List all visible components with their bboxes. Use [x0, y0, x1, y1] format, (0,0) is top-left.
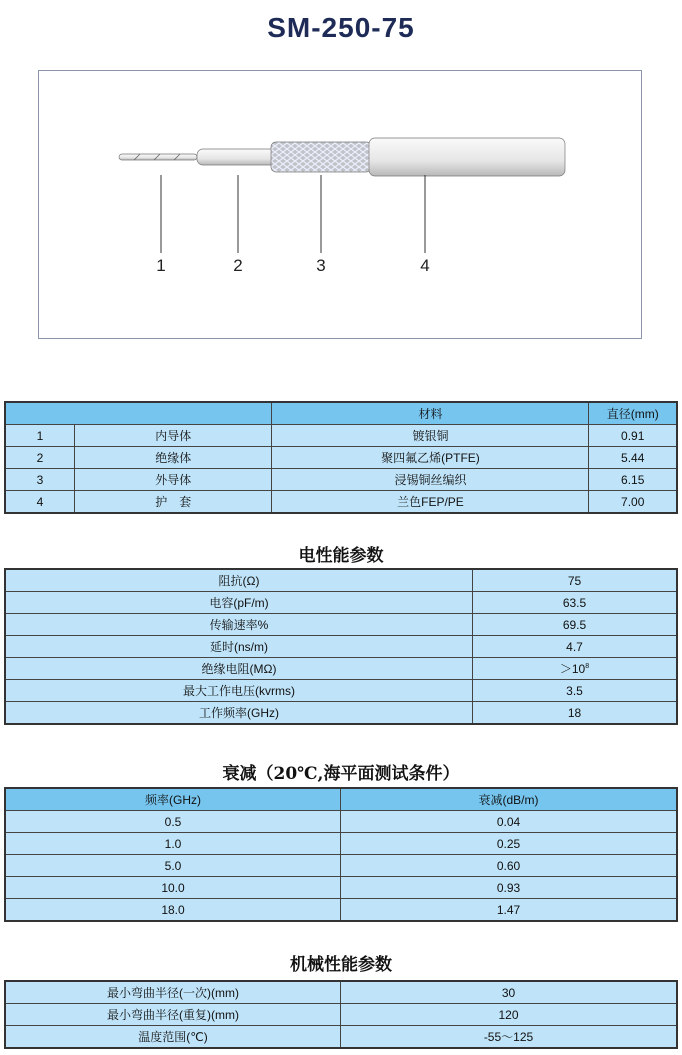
table-row: 18.0 1.47	[5, 899, 677, 922]
cable-diagram	[38, 70, 642, 339]
table-row: 绝缘电阻(MΩ) $>10^8$	[5, 658, 677, 680]
table-row: 1 内导体 镀银铜 0.91	[5, 425, 677, 447]
table-row: 最大工作电压(kvrms) 3.5	[5, 680, 677, 702]
label-1: 1	[156, 256, 166, 275]
table-row: 10.0 0.93	[5, 877, 677, 899]
table-row: 最小弯曲半径(重复)(mm) 120	[5, 1004, 677, 1026]
header-diameter: 直径(mm)	[589, 402, 677, 425]
table-row: 温度范围(℃) -55～125	[5, 1026, 677, 1049]
electrical-heading: 电性能参数	[298, 546, 384, 566]
label-2: 2	[233, 256, 243, 275]
table-row: 电容(pF/m) 63.5	[5, 592, 677, 614]
table-row: 2 绝缘体 聚四氟乙烯(PTFE) 5.44	[5, 447, 677, 469]
table-row: 最小弯曲半径(一次)(mm) 30	[5, 981, 677, 1004]
table-row: 阻抗(Ω) 75	[5, 569, 677, 592]
electrical-table	[4, 568, 678, 725]
table-row: 传输速率% 69.5	[5, 614, 677, 636]
attenuation-table: 频率(GHz) 衰减(dB/m) 0.5 0.04 1.0 0.25 5.0 0.60 10.0 0.93 18.0 1.47	[4, 787, 678, 922]
label-3: 3	[316, 256, 326, 275]
header-material: 材料	[272, 402, 589, 425]
product-title: SM-250-75	[267, 12, 415, 43]
table-row: 工作频率(GHz) 18	[5, 702, 677, 725]
mechanical-heading: 机械性能参数	[290, 955, 392, 975]
table-row: 0.5 0.04	[5, 811, 677, 833]
table-row: 延时(ns/m) 4.7	[5, 636, 677, 658]
cable-illustration	[39, 71, 643, 340]
table-row: 4 护 套 兰色FEP/PE 7.00	[5, 491, 677, 514]
table-row: 1.0 0.25	[5, 833, 677, 855]
label-4: 4	[420, 256, 430, 275]
structure-table	[4, 401, 678, 514]
mechanical-table	[4, 980, 678, 1049]
table-row: 3 外导体 浸锡铜丝编织 6.15	[5, 469, 677, 491]
table-row: 5.0 0.60	[5, 855, 677, 877]
attenuation-heading: 衰减（20℃,海平面测试条件）	[222, 764, 460, 784]
